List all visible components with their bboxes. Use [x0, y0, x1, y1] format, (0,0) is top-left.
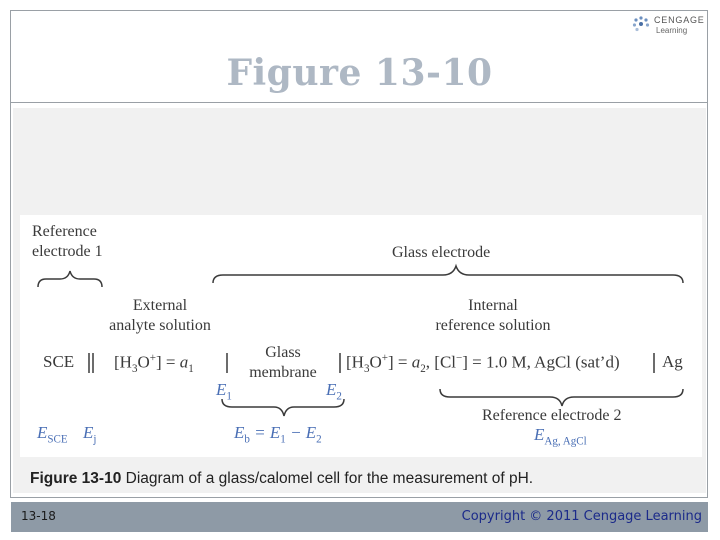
publisher-logo — [628, 12, 706, 38]
glass-membrane-label — [248, 343, 318, 383]
glass-electrode-label: Glass electrode — [392, 244, 491, 261]
internal-line2: reference solution — [435, 317, 551, 334]
glass-membrane-line2: membrane — [249, 364, 317, 381]
cell-diagram — [20, 215, 702, 457]
internal-solution-label — [423, 296, 563, 336]
figure-caption — [30, 470, 533, 488]
e2-potential-label: $E_2$ — [326, 380, 342, 403]
internal-line1: Internal — [468, 297, 518, 314]
ref-electrode-1-brace — [38, 271, 102, 287]
cengage-logo-icon — [632, 15, 650, 33]
eb-equation: $E_b = E_1 - E_2$ — [234, 423, 322, 446]
external-solution-label — [100, 296, 220, 336]
ref-electrode-1-line1: Reference — [32, 223, 97, 240]
caption-bold: Figure 13-10 — [30, 470, 122, 487]
logo-name: CENGAGE — [654, 15, 705, 25]
glass-membrane-line1: Glass — [265, 344, 301, 361]
caption-text: Diagram of a glass/calomel cell for the measurement of pH. — [121, 470, 534, 487]
logo-subtitle: Learning — [656, 26, 688, 35]
ref-electrode-1-label — [32, 222, 103, 262]
external-line2: analyte solution — [109, 317, 211, 334]
ref-electrode-2-label: Reference electrode 2 — [482, 407, 622, 424]
esce-label: $E_{SCE}$ — [37, 423, 68, 446]
glass-electrode-brace — [213, 266, 683, 283]
footer-bar — [11, 502, 708, 532]
copyright-text: Copyright © 2011 Cengage Learning — [461, 509, 702, 524]
external-activity-expression: $[H_3O^+] = a_1$ — [114, 352, 194, 376]
external-line1: External — [132, 297, 188, 314]
page-number: 13-18 — [21, 509, 56, 523]
ej-label: $E_j$ — [83, 423, 97, 446]
ref-electrode-2-brace — [440, 389, 683, 406]
silver-electrode-label: Ag — [662, 352, 683, 371]
eag-agcl-label: $E_{Ag, AgCl}$ — [534, 425, 587, 448]
e1-potential-label: $E_1$ — [216, 380, 232, 403]
slide-title: Figure 13-10 — [226, 52, 493, 94]
sce-label: SCE — [43, 352, 75, 371]
internal-cell-expression: $[H_3O^+] = a_2$, [Cl−] = 1.0 M, AgCl (sat’d) — [346, 352, 620, 376]
ref-electrode-1-line2: electrode 1 — [32, 243, 103, 260]
